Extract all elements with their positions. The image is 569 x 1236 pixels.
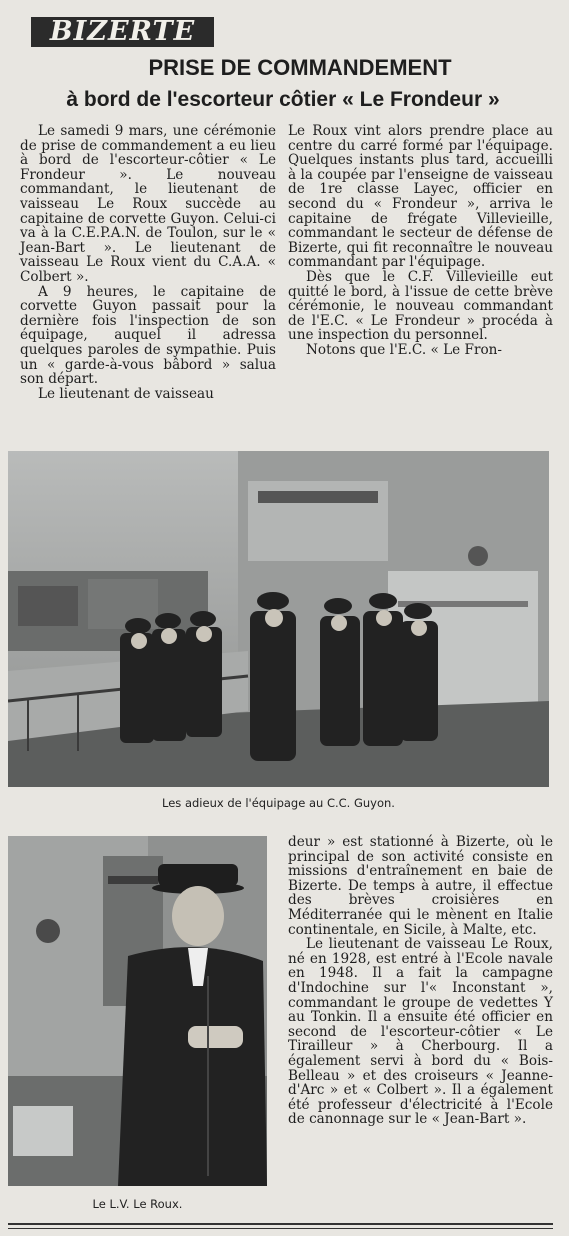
photo-caption: Le L.V. Le Roux.	[92, 1197, 183, 1211]
bottom-rule	[8, 1228, 553, 1229]
photo-caption: Les adieux de l'équipage au C.C. Guyon.	[162, 796, 395, 810]
article-column-1	[20, 124, 276, 401]
headline: PRISE DE COMMANDEMENT	[148, 55, 452, 80]
commander-portrait-photo	[8, 836, 267, 1186]
paragraph: Le lieutenant de vaisseau	[38, 385, 214, 402]
section-kicker: BIZERTE	[31, 17, 214, 47]
paragraph: Dès que le C.F. Villevieille eut quitté le bord, à l'issue de cette brève cérémonie, le nouveau commandant de l'E.C. « Le Frondeur » procéda à une inspection du personnel.	[288, 268, 553, 344]
article-column-2	[288, 124, 553, 358]
article-column-3	[288, 835, 553, 1127]
paragraph: Notons que l'E.C. « Le Fron-	[306, 341, 502, 358]
paragraph: Le samedi 9 mars, une cérémonie de prise de commandement a eu lieu à bord de l'escorteur-côtier « Le Frondeur ». Le nouveau commandant, le lieutenant de vaisseau Le Roux succède au capitaine de corvette Guyon. Celui-ci va à la C.E.P.A.N. de Toulon, sur le « Jean-Bart ». Le lieutenant de vaisseau Le Roux vient du C.A.A. « Colbert ».	[20, 123, 276, 285]
paragraph: deur » est stationné à Bizerte, où le principal de son activité consiste en missions d'entraînement en baie de Bizerte. De temps à autre, il effectue des brèves croisières en Méditerranée qui le mènent en Italie continentale, en Sicile, à Malte, etc.	[288, 834, 553, 938]
paragraph: A 9 heures, le capitaine de corvette Guyon passait pour la dernière fois l'inspection de son équipage, auquel il adressa quelques paroles de sympathie. Puis un « garde-à-vous bâbord » salua son départ.	[20, 283, 276, 388]
paragraph: Le lieutenant de vaisseau Le Roux, né en 1928, est entré à l'Ecole navale en 1948. Il a fait la campagne d'Indochine sur l'« Inconstant », commandant le groupe de vedettes Y au Tonkin. Il a ensuite été officier en second de l'escorteur-côtier « Le Tirailleur » à Cherbourg. Il a également servi à bord du « Bois-Belleau » et des croiseurs « Jeanne-d'Arc » et « Colbert ». Il a également été professeur d'électricité à l'Ecole de canonnage sur le « Jean-Bart ».	[288, 936, 553, 1128]
subheadline: à bord de l'escorteur côtier « Le Frondeur »	[66, 88, 500, 111]
paragraph: Le Roux vint alors prendre place au centre du carré formé par l'équipage. Quelques instants plus tard, accueilli à la coupée par l'enseigne de vaisseau de 1re classe Layec, officier en second du « Frondeur », arriva le capitaine de frégate Villevieille, commandant le secteur de défense de Bizerte, qui fit reconnaître le nouveau commandant par l'équipage.	[288, 123, 553, 271]
crew-farewell-photo	[8, 451, 549, 787]
bottom-rule	[8, 1223, 553, 1225]
